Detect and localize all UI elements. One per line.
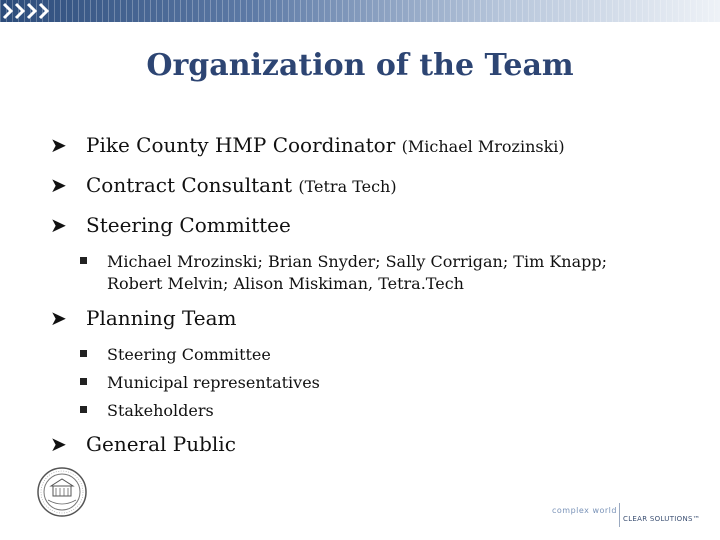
logo-tagline-right: CLEAR SOLUTIONS™ (623, 515, 701, 523)
bullet-item-planning-team (50, 306, 237, 330)
arrow-bullet-icon: ➤ (50, 213, 67, 237)
square-bullet-icon (80, 406, 87, 413)
arrow-bullet-icon: ➤ (50, 432, 67, 456)
square-bullet-icon (80, 378, 87, 385)
sub-item-planning (80, 344, 667, 366)
bullet-text: Contract Consultant (86, 173, 299, 197)
bullet-text: General Public (86, 432, 236, 456)
sub-item-planning (80, 372, 667, 394)
logo-tagline-left: complex world (552, 506, 617, 515)
arrow-bullet-icon: ➤ (50, 133, 67, 157)
bullet-item-general-public (50, 432, 236, 456)
bullet-detail: (Tetra Tech) (298, 177, 397, 196)
bullet-detail: (Michael Mrozinski) (401, 137, 565, 156)
sub-item-steering-members (80, 251, 667, 295)
chevrons-icon (2, 2, 54, 20)
sub-item-planning (80, 400, 667, 422)
arrow-bullet-icon: ➤ (50, 173, 67, 197)
square-bullet-icon (80, 257, 87, 264)
bullet-text: Pike County HMP Coordinator (86, 133, 402, 157)
bullet-text: Steering Committee (86, 213, 291, 237)
bullet-item-coordinator (50, 133, 565, 159)
sub-item-text: Stakeholders (107, 401, 214, 420)
header-band-stripes (0, 0, 720, 22)
bullet-item-steering-committee (50, 213, 291, 237)
slide-title: Organization of the Team (146, 48, 574, 83)
county-seal-icon (36, 466, 88, 518)
arrow-bullet-icon: ➤ (50, 306, 67, 330)
bullet-text: Planning Team (86, 306, 237, 330)
bullet-item-consultant (50, 173, 397, 199)
sub-item-text: Michael Mrozinski; Brian Snyder; Sally Corrigan; Tim Knapp; Robert Melvin; Alison Miskiman, Tetra.Tech (107, 252, 608, 293)
sub-item-text: Municipal representatives (107, 373, 320, 392)
header-band (0, 0, 720, 22)
logo-divider (619, 503, 620, 527)
sub-item-text: Steering Committee (107, 345, 271, 364)
square-bullet-icon (80, 350, 87, 357)
company-logo (548, 503, 710, 529)
